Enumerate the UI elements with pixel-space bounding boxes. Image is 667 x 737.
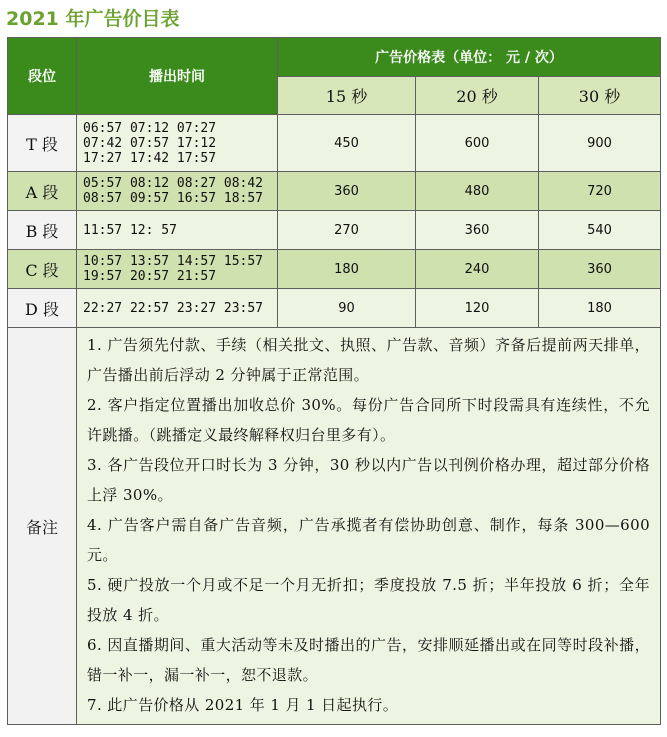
note-item: 1. 广告须先付款、手续（相关批文、执照、广告款、音频）齐备后提前两天排单，广告播出前后浮动 2 分钟属于正常范围。 xyxy=(87,336,651,384)
price-20-cell: 240 xyxy=(416,250,539,289)
page-title: 2021 年广告价目表 xyxy=(6,8,180,30)
header-duration-30: 30 秒 xyxy=(539,77,661,115)
time-cell: 06:57 07:12 07:27 07:42 07:57 17:12 17:27 17:42 17:57 xyxy=(77,115,278,172)
note-item: 5. 硬广投放一个月或不足一个月无折扣；季度投放 7.5 折；半年投放 6 折；全年投放 4 折。 xyxy=(87,576,651,624)
segment-cell: B 段 xyxy=(8,211,77,250)
table-row xyxy=(8,289,661,328)
price-15-cell: 90 xyxy=(278,289,416,328)
note-item: 3. 各广告段位开口时长为 3 分钟，30 秒以内广告以刊例价格办理，超过部分价格上浮 30%。 xyxy=(87,456,651,504)
segment-cell: A 段 xyxy=(8,172,77,211)
price-30-cell: 180 xyxy=(539,289,661,328)
notes-label: 备注 xyxy=(8,328,77,725)
note-item: 2. 客户指定位置播出加收总价 30%。每份广告合同所下时段需具有连续性，不允许跳播。（跳播定义最终解释权归台里多有）。 xyxy=(87,396,651,444)
segment-cell: T 段 xyxy=(8,115,77,172)
note-item: 6. 因直播期间、重大活动等未及时播出的广告，安排顺延播出或在同等时段补播，错一补一，漏一补一，恕不退款。 xyxy=(87,636,651,684)
price-30-cell: 720 xyxy=(539,172,661,211)
header-price-table: 广告价格表（单位： 元 / 次） xyxy=(278,38,661,77)
note-item: 4. 广告客户需自备广告音频，广告承揽者有偿协助创意、制作，每条 300—600 元。 xyxy=(87,516,651,564)
table-row xyxy=(8,211,661,250)
price-15-cell: 450 xyxy=(278,115,416,172)
price-20-cell: 360 xyxy=(416,211,539,250)
time-cell: 22:27 22:57 23:27 23:57 xyxy=(77,289,278,328)
price-15-cell: 360 xyxy=(278,172,416,211)
note-item: 7. 此广告价格从 2021 年 1 月 1 日起执行。 xyxy=(87,696,399,714)
price-20-cell: 120 xyxy=(416,289,539,328)
table-row xyxy=(8,250,661,289)
price-15-cell: 180 xyxy=(278,250,416,289)
price-20-cell: 600 xyxy=(416,115,539,172)
segment-cell: C 段 xyxy=(8,250,77,289)
header-segment: 段位 xyxy=(8,38,77,115)
header-duration-15: 15 秒 xyxy=(278,77,416,115)
table-row xyxy=(8,115,661,172)
header-duration-20: 20 秒 xyxy=(416,77,539,115)
table-row xyxy=(8,172,661,211)
price-30-cell: 540 xyxy=(539,211,661,250)
time-cell: 10:57 13:57 14:57 15:57 19:57 20:57 21:57 xyxy=(77,250,278,289)
notes-row xyxy=(8,328,661,725)
time-cell: 11:57 12: 57 xyxy=(77,211,278,250)
price-table xyxy=(7,37,661,725)
price-30-cell: 900 xyxy=(539,115,661,172)
notes-cell xyxy=(77,328,661,725)
segment-cell: D 段 xyxy=(8,289,77,328)
price-20-cell: 480 xyxy=(416,172,539,211)
price-15-cell: 270 xyxy=(278,211,416,250)
price-30-cell: 360 xyxy=(539,250,661,289)
header-time: 播出时间 xyxy=(77,38,278,115)
time-cell: 05:57 08:12 08:27 08:42 08:57 09:57 16:57 18:57 xyxy=(77,172,278,211)
